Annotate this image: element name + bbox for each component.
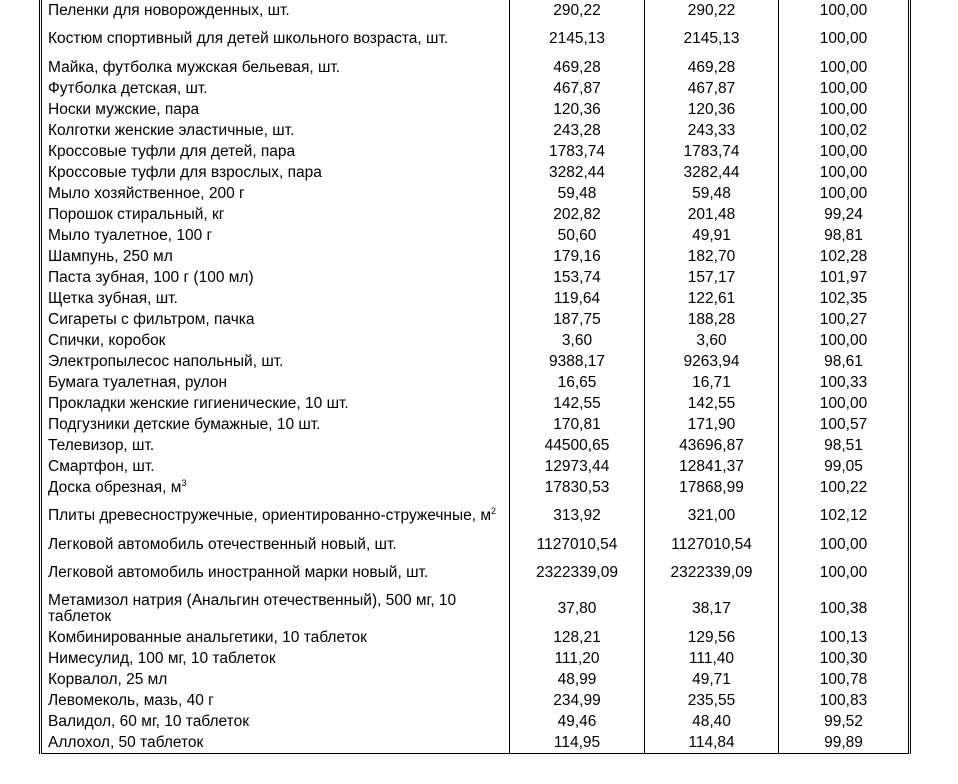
- table-row: [41, 690, 910, 711]
- item-name: Телевизор, шт.: [48, 436, 155, 454]
- value-cell-3: 99,24: [779, 204, 910, 225]
- value-cell-1: 120,36: [510, 99, 645, 120]
- value-cell-2: 1783,74: [645, 141, 779, 162]
- value-cell-3: 99,05: [779, 456, 910, 477]
- item-name-cell: [41, 456, 510, 477]
- value-cell-3: 100,00: [779, 162, 910, 183]
- item-name-cell: [41, 57, 510, 78]
- value-cell-1: 290,22: [510, 0, 645, 21]
- value-cell-3: 98,81: [779, 225, 910, 246]
- value-cell-3: 100,00: [779, 555, 910, 591]
- item-name: Плиты древесностружечные, ориентированно-стружечные, м: [48, 507, 492, 524]
- value-cell-1: 17830,53: [510, 477, 645, 498]
- value-cell-2: 3,60: [645, 330, 779, 351]
- value-cell-3: 100,00: [779, 21, 910, 57]
- value-cell-3: 100,33: [779, 372, 910, 393]
- table-row: [41, 732, 910, 754]
- table-row: [41, 435, 910, 456]
- value-cell-1: 49,46: [510, 711, 645, 732]
- value-cell-1: 37,80: [510, 591, 645, 627]
- value-cell-2: 201,48: [645, 204, 779, 225]
- table-row: [41, 78, 910, 99]
- value-cell-3: 100,30: [779, 648, 910, 669]
- item-name: Пеленки для новорожденных, шт.: [48, 1, 290, 19]
- value-cell-2: 43696,87: [645, 435, 779, 456]
- table-row: [41, 456, 910, 477]
- item-name: Кроссовые туфли для взрослых, пара: [48, 163, 322, 181]
- item-name-cell: [41, 267, 510, 288]
- value-cell-3: 100,27: [779, 309, 910, 330]
- table-row: [41, 591, 910, 627]
- item-name: Левомеколь, мазь, 40 г: [48, 691, 214, 709]
- value-cell-3: 100,83: [779, 690, 910, 711]
- value-cell-1: 313,92: [510, 498, 645, 534]
- value-cell-3: 100,00: [779, 393, 910, 414]
- value-cell-2: 467,87: [645, 78, 779, 99]
- value-cell-1: 44500,65: [510, 435, 645, 456]
- item-name-cell: [41, 414, 510, 435]
- value-cell-1: 202,82: [510, 204, 645, 225]
- item-name: Футболка детская, шт.: [48, 79, 208, 97]
- item-name-cell: [41, 162, 510, 183]
- table-row: [41, 141, 910, 162]
- table-row: [41, 393, 910, 414]
- item-name-cell: [41, 627, 510, 648]
- item-name-cell: [41, 183, 510, 204]
- item-name: Легковой автомобиль отечественный новый, шт.: [48, 535, 397, 553]
- item-name-cell: [41, 204, 510, 225]
- value-cell-1: 111,20: [510, 648, 645, 669]
- table-row: [41, 21, 910, 57]
- table-row: [41, 246, 910, 267]
- value-cell-2: 48,40: [645, 711, 779, 732]
- unit-exponent: 2: [491, 506, 497, 516]
- item-name-cell: [41, 21, 510, 57]
- item-name: Доска обрезная, м: [48, 478, 182, 496]
- item-name: Прокладки женские гигиенические, 10 шт.: [48, 394, 349, 412]
- value-cell-2: 16,71: [645, 372, 779, 393]
- value-cell-3: 102,35: [779, 288, 910, 309]
- value-cell-2: 59,48: [645, 183, 779, 204]
- value-cell-2: 49,71: [645, 669, 779, 690]
- table-body: [41, 0, 910, 754]
- table-row: [41, 372, 910, 393]
- value-cell-3: 100,00: [779, 78, 910, 99]
- table-row: [41, 288, 910, 309]
- item-name: Сигареты с фильтром, пачка: [48, 310, 255, 328]
- value-cell-2: 9263,94: [645, 351, 779, 372]
- item-name-cell: [41, 534, 510, 555]
- value-cell-1: 243,28: [510, 120, 645, 141]
- item-name: Щетка зубная, шт.: [48, 289, 178, 307]
- item-name: Электропылесос напольный, шт.: [48, 352, 284, 370]
- item-name: Мыло хозяйственное, 200 г: [48, 184, 245, 202]
- table-row: [41, 669, 910, 690]
- item-name: Мыло туалетное, 100 г: [48, 226, 213, 244]
- item-name: Бумага туалетная, рулон: [48, 373, 228, 391]
- value-cell-3: 98,61: [779, 351, 910, 372]
- price-table: [39, 0, 911, 754]
- value-cell-3: 101,97: [779, 267, 910, 288]
- item-name: Костюм спортивный для детей школьного возраста, шт.: [48, 30, 449, 47]
- value-cell-1: 1127010,54: [510, 534, 645, 555]
- item-name-cell: [41, 498, 510, 534]
- value-cell-1: 234,99: [510, 690, 645, 711]
- item-name-cell: [41, 141, 510, 162]
- value-cell-1: 2322339,09: [510, 555, 645, 591]
- table-row: [41, 711, 910, 732]
- item-name: Шампунь, 250 мл: [48, 247, 173, 265]
- item-name-cell: [41, 591, 510, 627]
- item-name-cell: [41, 99, 510, 120]
- item-name-cell: [41, 648, 510, 669]
- unit-exponent: 3: [181, 477, 187, 488]
- value-cell-2: 321,00: [645, 498, 779, 534]
- value-cell-1: 59,48: [510, 183, 645, 204]
- value-cell-2: 290,22: [645, 0, 779, 21]
- value-cell-2: 122,61: [645, 288, 779, 309]
- value-cell-1: 119,64: [510, 288, 645, 309]
- item-name-cell: [41, 309, 510, 330]
- value-cell-1: 179,16: [510, 246, 645, 267]
- value-cell-2: 469,28: [645, 57, 779, 78]
- item-name-cell: [41, 120, 510, 141]
- item-name: Комбинированные анальгетики, 10 таблеток: [48, 628, 367, 646]
- item-name: Нимесулид, 100 мг, 10 таблеток: [48, 649, 276, 667]
- value-cell-2: 12841,37: [645, 456, 779, 477]
- value-cell-1: 2145,13: [510, 21, 645, 57]
- value-cell-3: 100,00: [779, 141, 910, 162]
- value-cell-3: 100,00: [779, 330, 910, 351]
- value-cell-3: 100,38: [779, 591, 910, 627]
- value-cell-1: 12973,44: [510, 456, 645, 477]
- item-name-cell: [41, 225, 510, 246]
- table-row: [41, 57, 910, 78]
- value-cell-1: 114,95: [510, 732, 645, 754]
- value-cell-2: 171,90: [645, 414, 779, 435]
- item-name: Смартфон, шт.: [48, 457, 155, 475]
- value-cell-2: 3282,44: [645, 162, 779, 183]
- value-cell-2: 235,55: [645, 690, 779, 711]
- item-name: Порошок стиральный, кг: [48, 205, 225, 223]
- item-name: Легковой автомобиль иностранной марки новый, шт.: [48, 564, 429, 581]
- value-cell-2: 2322339,09: [645, 555, 779, 591]
- value-cell-3: 100,13: [779, 627, 910, 648]
- value-cell-1: 3282,44: [510, 162, 645, 183]
- item-name: Корвалол, 25 мл: [48, 670, 168, 688]
- value-cell-2: 182,70: [645, 246, 779, 267]
- value-cell-2: 111,40: [645, 648, 779, 669]
- value-cell-2: 188,28: [645, 309, 779, 330]
- value-cell-2: 142,55: [645, 393, 779, 414]
- value-cell-1: 467,87: [510, 78, 645, 99]
- value-cell-2: 243,33: [645, 120, 779, 141]
- table-row: [41, 225, 910, 246]
- value-cell-3: 99,89: [779, 732, 910, 754]
- item-name-cell: [41, 351, 510, 372]
- value-cell-1: 9388,17: [510, 351, 645, 372]
- value-cell-3: 100,57: [779, 414, 910, 435]
- value-cell-3: 100,00: [779, 534, 910, 555]
- table-row: [41, 648, 910, 669]
- item-name: Носки мужские, пара: [48, 100, 200, 118]
- value-cell-1: 153,74: [510, 267, 645, 288]
- value-cell-3: 98,51: [779, 435, 910, 456]
- item-name: Колготки женские эластичные, шт.: [48, 121, 295, 139]
- table-row: [41, 555, 910, 591]
- value-cell-3: 99,52: [779, 711, 910, 732]
- item-name: Майка, футболка мужская бельевая, шт.: [48, 58, 341, 76]
- table-row: [41, 267, 910, 288]
- item-name-cell: [41, 246, 510, 267]
- item-name: Подгузники детские бумажные, 10 шт.: [48, 415, 321, 433]
- item-name-cell: [41, 288, 510, 309]
- table-row: [41, 498, 910, 534]
- value-cell-1: 187,75: [510, 309, 645, 330]
- value-cell-2: 49,91: [645, 225, 779, 246]
- table-row: [41, 99, 910, 120]
- value-cell-1: 469,28: [510, 57, 645, 78]
- value-cell-3: 102,28: [779, 246, 910, 267]
- value-cell-1: 1783,74: [510, 141, 645, 162]
- item-name-cell: [41, 0, 510, 21]
- value-cell-3: 100,00: [779, 183, 910, 204]
- item-name-cell: [41, 690, 510, 711]
- value-cell-2: 1127010,54: [645, 534, 779, 555]
- table-row: [41, 414, 910, 435]
- value-cell-1: 170,81: [510, 414, 645, 435]
- item-name: Аллохол, 50 таблеток: [48, 733, 204, 751]
- value-cell-1: 142,55: [510, 393, 645, 414]
- item-name: Паста зубная, 100 г (100 мл): [48, 268, 254, 286]
- item-name-cell: [41, 732, 510, 754]
- value-cell-1: 128,21: [510, 627, 645, 648]
- table-row: [41, 204, 910, 225]
- value-cell-1: 50,60: [510, 225, 645, 246]
- value-cell-2: 38,17: [645, 591, 779, 627]
- item-name-cell: [41, 555, 510, 591]
- item-name: Кроссовые туфли для детей, пара: [48, 142, 296, 160]
- table-row: [41, 627, 910, 648]
- value-cell-3: 100,00: [779, 57, 910, 78]
- value-cell-2: 120,36: [645, 99, 779, 120]
- item-name-cell: [41, 393, 510, 414]
- table-row: [41, 309, 910, 330]
- value-cell-3: 102,12: [779, 498, 910, 534]
- table-row: [41, 330, 910, 351]
- item-name: Спички, коробок: [48, 331, 166, 349]
- table-row: [41, 477, 910, 498]
- item-name-cell: [41, 477, 510, 498]
- value-cell-3: 100,22: [779, 477, 910, 498]
- value-cell-3: 100,02: [779, 120, 910, 141]
- value-cell-1: 16,65: [510, 372, 645, 393]
- item-name-cell: [41, 669, 510, 690]
- item-name-cell: [41, 711, 510, 732]
- value-cell-1: 48,99: [510, 669, 645, 690]
- item-name-cell: [41, 330, 510, 351]
- item-name: Валидол, 60 мг, 10 таблеток: [48, 712, 249, 730]
- value-cell-2: 114,84: [645, 732, 779, 754]
- value-cell-3: 100,00: [779, 99, 910, 120]
- value-cell-3: 100,00: [779, 0, 910, 21]
- table-row: [41, 0, 910, 21]
- table-row: [41, 183, 910, 204]
- value-cell-2: 129,56: [645, 627, 779, 648]
- table-row: [41, 120, 910, 141]
- table-row: [41, 351, 910, 372]
- item-name-cell: [41, 435, 510, 456]
- item-name-cell: [41, 372, 510, 393]
- value-cell-2: 17868,99: [645, 477, 779, 498]
- table-row: [41, 534, 910, 555]
- table-row: [41, 162, 910, 183]
- value-cell-2: 157,17: [645, 267, 779, 288]
- item-name-cell: [41, 78, 510, 99]
- value-cell-3: 100,78: [779, 669, 910, 690]
- value-cell-1: 3,60: [510, 330, 645, 351]
- item-name: Метамизол натрия (Анальгин отечественный), 500 мг, 10 таблеток: [48, 592, 457, 625]
- value-cell-2: 2145,13: [645, 21, 779, 57]
